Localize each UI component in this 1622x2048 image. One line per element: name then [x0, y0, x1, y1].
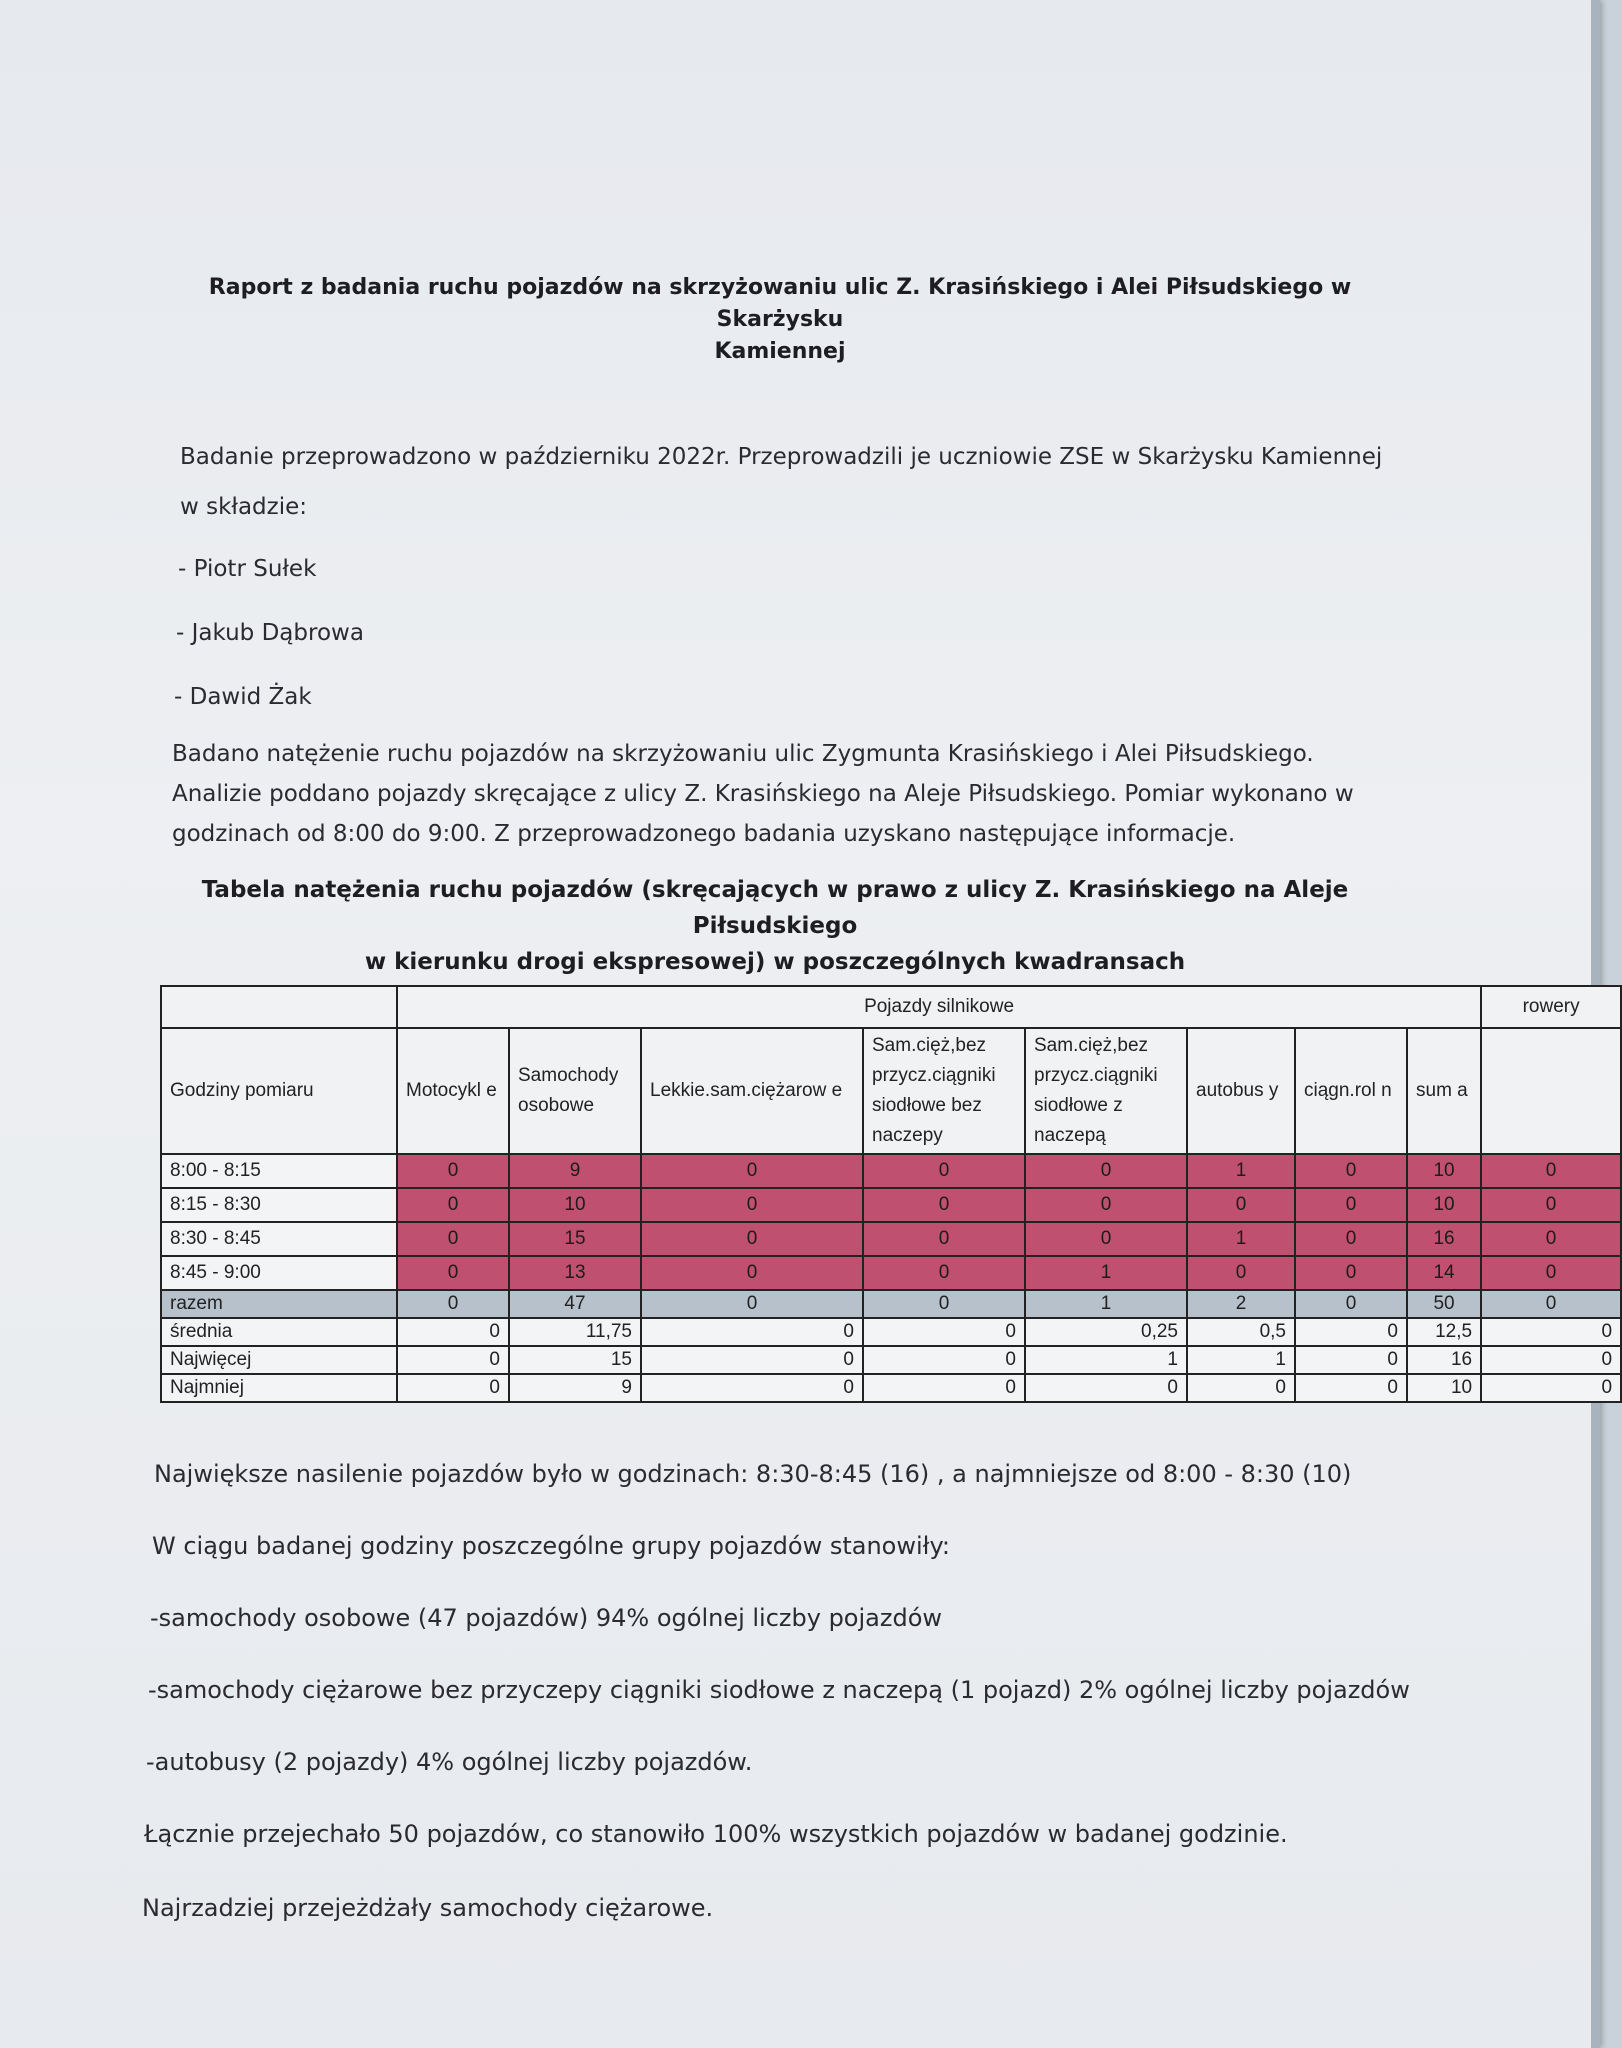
cell: 0 [1481, 1290, 1621, 1318]
table-column-header-row [161, 1028, 1621, 1154]
cell: 0 [1295, 1374, 1407, 1402]
cell: 0 [397, 1154, 509, 1188]
cell: 1 [1025, 1290, 1187, 1318]
cell: 0 [397, 1346, 509, 1374]
col-header-heavy-no-trailer: Sam.cięż,bez przycz.ciągniki siodłowe bez naczepy [863, 1028, 1025, 1154]
cell: 0 [1481, 1154, 1621, 1188]
cell: 10 [1407, 1374, 1481, 1402]
cell: 0 [397, 1222, 509, 1256]
description-paragraph: Badano natężenie ruchu pojazdów na skrzyżowaniu ulic Zygmunta Krasińskiego i Alei Piłsudskiego. Analizie poddano pojazdy skręcające z ulicy Z. Krasińskiego na Aleje Piłsudskiego. Pomiar wykonano w godzinach od 8:00 do 9:00. Z przeprowadzonego badania uzyskano następujące informacje. [172, 741, 1354, 847]
cell: 11,75 [509, 1318, 641, 1346]
row-header-cell: Godziny pomiaru [161, 1028, 397, 1154]
cell: 0 [641, 1154, 863, 1188]
cell: 0 [397, 1318, 509, 1346]
cell: 0 [863, 1290, 1025, 1318]
cell: 1 [1025, 1346, 1187, 1374]
cell: 0 [397, 1256, 509, 1290]
cell: 0 [1187, 1374, 1295, 1402]
cell: 12,5 [1407, 1318, 1481, 1346]
cell: 0 [863, 1222, 1025, 1256]
group-motor-vehicles: Pojazdy silnikowe [397, 986, 1481, 1028]
table-row [161, 1346, 1621, 1374]
cell: 0 [641, 1188, 863, 1222]
cell: 0 [1481, 1374, 1621, 1402]
cell: 0 [863, 1154, 1025, 1188]
cell: 14 [1407, 1256, 1481, 1290]
cell: 0 [1481, 1188, 1621, 1222]
cell: 15 [509, 1346, 641, 1374]
cell: 16 [1407, 1346, 1481, 1374]
traffic-table [160, 985, 1622, 1403]
cell: 50 [1407, 1290, 1481, 1318]
col-header-light-trucks: Lekkie.sam.ciężarow e [641, 1028, 863, 1154]
table-row [161, 1256, 1621, 1290]
cell: 0 [641, 1256, 863, 1290]
report-title [170, 272, 1390, 368]
cell: 0 [1481, 1318, 1621, 1346]
member-1: - Piotr Sułek [178, 556, 317, 582]
row-label: 8:15 - 8:30 [161, 1188, 397, 1222]
cell: 0 [1481, 1256, 1621, 1290]
cell: 0 [1025, 1374, 1187, 1402]
col-header-buses: autobus y [1187, 1028, 1295, 1154]
cell: 1 [1187, 1154, 1295, 1188]
cell: 2 [1187, 1290, 1295, 1318]
cell: 0 [1187, 1256, 1295, 1290]
cell: 47 [509, 1290, 641, 1318]
cell: 0,25 [1025, 1318, 1187, 1346]
table-title-line2: w kierunku drogi ekspresowej) w poszczególnych kwadransach [364, 949, 1186, 975]
cell: 0,5 [1187, 1318, 1295, 1346]
corner-cell [161, 986, 397, 1028]
conclusion-6: Łącznie przejechało 50 pojazdów, co stanowiło 100% wszystkich pojazdów w badanej godzinie. [144, 1820, 1288, 1848]
cell: 0 [1025, 1188, 1187, 1222]
row-label: razem [161, 1290, 397, 1318]
conclusion-3: -samochody osobowe (47 pojazdów) 94% ogólnej liczby pojazdów [150, 1604, 943, 1632]
table-row [161, 1154, 1621, 1188]
member-2: - Jakub Dąbrowa [176, 620, 364, 646]
cell: 0 [863, 1374, 1025, 1402]
col-header-cars: Samochody osobowe [509, 1028, 641, 1154]
row-label: 8:45 - 9:00 [161, 1256, 397, 1290]
table-row [161, 1318, 1621, 1346]
cell: 0 [863, 1256, 1025, 1290]
cell: 0 [863, 1346, 1025, 1374]
cell: 0 [1025, 1154, 1187, 1188]
cell: 13 [509, 1256, 641, 1290]
table-row [161, 1374, 1621, 1402]
cell: 0 [1187, 1188, 1295, 1222]
cell: 0 [1481, 1222, 1621, 1256]
conclusion-2: W ciągu badanej godziny poszczególne grupy pojazdów stanowiły: [152, 1532, 951, 1560]
row-label: średnia [161, 1318, 397, 1346]
conclusion-4: -samochody ciężarowe bez przyczepy ciągniki siodłowe z naczepą (1 pojazd) 2% ogólnej liczby pojazdów [148, 1676, 1410, 1704]
table-row [161, 1188, 1621, 1222]
cell: 15 [509, 1222, 641, 1256]
cell: 16 [1407, 1222, 1481, 1256]
cell: 1 [1025, 1256, 1187, 1290]
conclusion-7: Najrzadziej przejeżdżały samochody ciężarowe. [142, 1894, 714, 1922]
cell: 0 [397, 1290, 509, 1318]
report-title-line2: Kamiennej [714, 339, 846, 364]
cell: 0 [1295, 1290, 1407, 1318]
total-row [161, 1290, 1621, 1318]
cell: 0 [1481, 1346, 1621, 1374]
cell: 10 [1407, 1154, 1481, 1188]
col-header-sum: sum a [1407, 1028, 1481, 1154]
cell: 0 [1295, 1256, 1407, 1290]
cell: 9 [509, 1154, 641, 1188]
col-header-motorcycles: Motocykl e [397, 1028, 509, 1154]
cell: 0 [1295, 1346, 1407, 1374]
conclusion-1: Największe nasilenie pojazdów było w godzinach: 8:30-8:45 (16) , a najmniejsze od 8:00 - 8:30 (10) [154, 1460, 1352, 1488]
cell: 0 [641, 1374, 863, 1402]
intro-line2: w składzie: [180, 494, 308, 520]
cell: 0 [641, 1346, 863, 1374]
table-title-line1: Tabela natężenia ruchu pojazdów (skręcających w prawo z ulicy Z. Krasińskiego na Aleje Piłsudskiego [201, 877, 1349, 939]
member-3: - Dawid Żak [174, 684, 312, 710]
col-header-bikes [1481, 1028, 1621, 1154]
cell: 10 [509, 1188, 641, 1222]
cell: 0 [1295, 1318, 1407, 1346]
cell: 0 [397, 1374, 509, 1402]
cell: 0 [397, 1188, 509, 1222]
cell: 0 [641, 1222, 863, 1256]
table-group-header-row [161, 986, 1621, 1028]
report-title-line1: Raport z badania ruchu pojazdów na skrzyżowaniu ulic Z. Krasińskiego i Alei Piłsudskiego w Skarżysku [208, 275, 1352, 332]
col-header-tractors: ciągn.rol n [1295, 1028, 1407, 1154]
cell: 0 [863, 1188, 1025, 1222]
intro-line1: Badanie przeprowadzono w październiku 2022r. Przeprowadzili je uczniowie ZSE w Skarżysku Kamiennej [180, 444, 1383, 470]
row-label: Najwięcej [161, 1346, 397, 1374]
cell: 0 [1295, 1154, 1407, 1188]
cell: 0 [863, 1318, 1025, 1346]
table-title [160, 872, 1390, 980]
cell: 0 [1295, 1222, 1407, 1256]
group-bikes: rowery [1481, 986, 1621, 1028]
cell: 0 [1025, 1222, 1187, 1256]
cell: 9 [509, 1374, 641, 1402]
row-label: 8:00 - 8:15 [161, 1154, 397, 1188]
cell: 1 [1187, 1222, 1295, 1256]
table-row [161, 1222, 1621, 1256]
cell: 1 [1187, 1346, 1295, 1374]
conclusion-5: -autobusy (2 pojazdy) 4% ogólnej liczby pojazdów. [146, 1748, 753, 1776]
cell: 0 [641, 1318, 863, 1346]
cell: 0 [641, 1290, 863, 1318]
cell: 0 [1295, 1188, 1407, 1222]
col-header-heavy-with-trailer: Sam.cięż,bez przycz.ciągniki siodłowe z naczepą [1025, 1028, 1187, 1154]
row-label: Najmniej [161, 1374, 397, 1402]
row-label: 8:30 - 8:45 [161, 1222, 397, 1256]
cell: 10 [1407, 1188, 1481, 1222]
